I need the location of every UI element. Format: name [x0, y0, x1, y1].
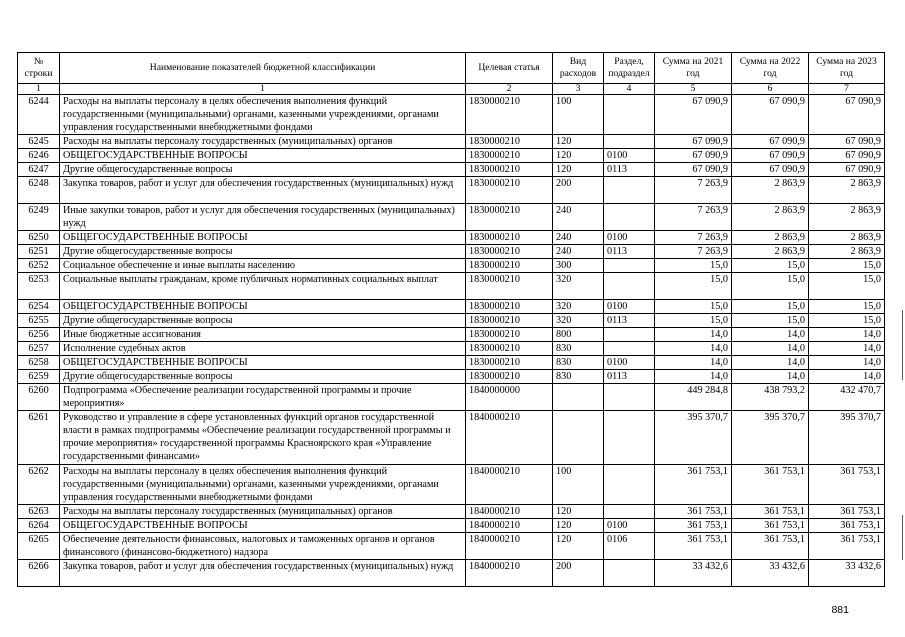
row-number: 6259: [18, 370, 60, 384]
table-row: [18, 245, 885, 259]
row-name: Обеспечение деятельности финансовых, налоговых и таможенных органов и органов финансового (финансово-бюджетного) надзора: [60, 533, 466, 560]
row-sum-2022: 2 863,9: [732, 231, 809, 245]
row-section: [604, 384, 655, 411]
row-sum-2022: 361 753,1: [732, 465, 809, 505]
row-sum-2022: 14,0: [732, 342, 809, 356]
row-sum-2022: 14,0: [732, 356, 809, 370]
row-number: 6246: [18, 149, 60, 163]
row-target-code: 1830000210: [466, 149, 553, 163]
row-sum-2023: 15,0: [809, 314, 885, 328]
row-number: 6252: [18, 259, 60, 273]
row-target-code: 1840000210: [466, 465, 553, 505]
row-expense-type: 120: [553, 135, 604, 149]
row-name: Закупка товаров, работ и услуг для обеспечения государственных (муниципальных) нужд: [60, 560, 466, 587]
row-number: 6262: [18, 465, 60, 505]
row-sum-2022: 361 753,1: [732, 505, 809, 519]
row-number: 6244: [18, 95, 60, 135]
header-sum-2021: Сумма на 2021 год: [655, 53, 732, 84]
row-sum-2023: 361 753,1: [809, 533, 885, 560]
row-name: Другие общегосударственные вопросы: [60, 314, 466, 328]
row-name: ОБЩЕГОСУДАРСТВЕННЫЕ ВОПРОСЫ: [60, 300, 466, 314]
row-expense-type: 100: [553, 95, 604, 135]
row-number: 6264: [18, 519, 60, 533]
row-number: 6255: [18, 314, 60, 328]
row-sum-2023: 14,0: [809, 342, 885, 356]
table-row: [18, 356, 885, 370]
table-row: [18, 384, 885, 411]
row-expense-type: 320: [553, 314, 604, 328]
row-sum-2023: 2 863,9: [809, 204, 885, 231]
row-expense-type: 120: [553, 149, 604, 163]
row-target-code: 1830000210: [466, 328, 553, 342]
row-section: [604, 177, 655, 204]
row-number: 6256: [18, 328, 60, 342]
row-number: 6258: [18, 356, 60, 370]
row-name: Социальное обеспечение и иные выплаты населению: [60, 259, 466, 273]
row-section: 0113: [604, 314, 655, 328]
row-sum-2021: 15,0: [655, 273, 732, 300]
row-expense-type: 830: [553, 370, 604, 384]
row-sum-2021: 67 090,9: [655, 149, 732, 163]
row-target-code: 1830000210: [466, 370, 553, 384]
table-body: [18, 95, 885, 587]
row-target-code: 1830000210: [466, 163, 553, 177]
row-sum-2023: 361 753,1: [809, 519, 885, 533]
row-sum-2022: 14,0: [732, 328, 809, 342]
row-sum-2022: 438 793,2: [732, 384, 809, 411]
row-expense-type: 120: [553, 163, 604, 177]
row-expense-type: 120: [553, 505, 604, 519]
table-header: [18, 53, 885, 95]
table-row: [18, 533, 885, 560]
row-section: 0100: [604, 356, 655, 370]
row-name: Расходы на выплаты персоналу в целях обеспечения выполнения функций государственными (муниципальными) органами, казенными учреждениями, органами управления государственными внебюджетными фондами: [60, 465, 466, 505]
table-row: [18, 177, 885, 204]
row-target-code: 1830000210: [466, 300, 553, 314]
row-sum-2021: 67 090,9: [655, 163, 732, 177]
row-sum-2022: 15,0: [732, 273, 809, 300]
row-sum-2022: 15,0: [732, 259, 809, 273]
row-sum-2021: 67 090,9: [655, 135, 732, 149]
row-section: [604, 273, 655, 300]
row-section: [604, 328, 655, 342]
row-expense-type: 800: [553, 328, 604, 342]
row-sum-2021: 395 370,7: [655, 411, 732, 465]
row-section: 0113: [604, 245, 655, 259]
scan-edge-mark: [902, 310, 903, 380]
row-name: ОБЩЕГОСУДАРСТВЕННЫЕ ВОПРОСЫ: [60, 519, 466, 533]
row-section: 0100: [604, 149, 655, 163]
row-expense-type: 120: [553, 533, 604, 560]
row-section: 0106: [604, 533, 655, 560]
row-number: 6247: [18, 163, 60, 177]
column-number: 4: [604, 84, 655, 95]
row-number: 6251: [18, 245, 60, 259]
row-sum-2021: 15,0: [655, 314, 732, 328]
row-number: 6245: [18, 135, 60, 149]
row-expense-type: [553, 384, 604, 411]
row-target-code: 1830000210: [466, 135, 553, 149]
row-number: 6254: [18, 300, 60, 314]
row-target-code: 1840000210: [466, 519, 553, 533]
row-sum-2022: 67 090,9: [732, 135, 809, 149]
row-sum-2022: 361 753,1: [732, 519, 809, 533]
table-row: [18, 519, 885, 533]
row-name: Подпрограмма «Обеспечение реализации государственной программы и прочие мероприятия»: [60, 384, 466, 411]
row-target-code: 1830000210: [466, 259, 553, 273]
header-sum-2022: Сумма на 2022 год: [732, 53, 809, 84]
row-expense-type: 240: [553, 204, 604, 231]
table-row: [18, 95, 885, 135]
row-sum-2023: 14,0: [809, 370, 885, 384]
header-razdel: Раздел, подраздел: [604, 53, 655, 84]
table-row: [18, 411, 885, 465]
row-sum-2022: 14,0: [732, 370, 809, 384]
row-sum-2022: 67 090,9: [732, 163, 809, 177]
row-section: 0100: [604, 231, 655, 245]
table-row: [18, 149, 885, 163]
header-row-num: № строки: [18, 53, 60, 84]
row-name: Исполнение судебных актов: [60, 342, 466, 356]
row-sum-2023: 395 370,7: [809, 411, 885, 465]
row-sum-2022: 395 370,7: [732, 411, 809, 465]
row-sum-2023: 2 863,9: [809, 231, 885, 245]
row-name: Расходы на выплаты персоналу государственных (муниципальных) органов: [60, 135, 466, 149]
header-vid: Вид расходов: [553, 53, 604, 84]
row-sum-2023: 361 753,1: [809, 465, 885, 505]
table-row: [18, 163, 885, 177]
header-name: Наименование показателей бюджетной классификации: [60, 53, 466, 84]
row-target-code: 1830000210: [466, 273, 553, 300]
row-section: [604, 204, 655, 231]
row-number: 6257: [18, 342, 60, 356]
row-sum-2021: 67 090,9: [655, 95, 732, 135]
row-section: [604, 342, 655, 356]
row-section: 0100: [604, 300, 655, 314]
row-number: 6249: [18, 204, 60, 231]
table-row: [18, 300, 885, 314]
row-sum-2021: 14,0: [655, 342, 732, 356]
row-section: 0100: [604, 519, 655, 533]
header-code: Целевая статья: [466, 53, 553, 84]
row-section: [604, 560, 655, 587]
row-section: [604, 411, 655, 465]
row-target-code: 1830000210: [466, 342, 553, 356]
row-section: [604, 95, 655, 135]
row-target-code: 1830000210: [466, 356, 553, 370]
row-sum-2023: 67 090,9: [809, 95, 885, 135]
row-sum-2021: 7 263,9: [655, 245, 732, 259]
table-row: [18, 204, 885, 231]
row-sum-2023: 67 090,9: [809, 163, 885, 177]
row-section: [604, 465, 655, 505]
row-target-code: 1830000210: [466, 177, 553, 204]
row-sum-2022: 33 432,6: [732, 560, 809, 587]
row-expense-type: 830: [553, 356, 604, 370]
column-number: 6: [732, 84, 809, 95]
row-name: Другие общегосударственные вопросы: [60, 370, 466, 384]
row-sum-2021: 15,0: [655, 259, 732, 273]
row-number: 6253: [18, 273, 60, 300]
column-number: 2: [466, 84, 553, 95]
row-name: Закупка товаров, работ и услуг для обеспечения государственных (муниципальных) нужд: [60, 177, 466, 204]
row-target-code: 1830000210: [466, 314, 553, 328]
row-name: Иные закупки товаров, работ и услуг для обеспечения государственных (муниципальных) нужд: [60, 204, 466, 231]
row-target-code: 1830000210: [466, 231, 553, 245]
row-number: 6263: [18, 505, 60, 519]
row-sum-2021: 449 284,8: [655, 384, 732, 411]
row-sum-2023: 361 753,1: [809, 505, 885, 519]
table-row: [18, 328, 885, 342]
row-expense-type: 830: [553, 342, 604, 356]
row-target-code: 1840000210: [466, 533, 553, 560]
row-name: ОБЩЕГОСУДАРСТВЕННЫЕ ВОПРОСЫ: [60, 356, 466, 370]
row-sum-2022: 67 090,9: [732, 95, 809, 135]
column-number: 1: [60, 84, 466, 95]
row-name: Другие общегосударственные вопросы: [60, 245, 466, 259]
row-target-code: 1840000000: [466, 384, 553, 411]
row-expense-type: [553, 411, 604, 465]
row-sum-2023: 15,0: [809, 259, 885, 273]
column-number: 7: [809, 84, 885, 95]
row-sum-2021: 361 753,1: [655, 519, 732, 533]
row-sum-2023: 14,0: [809, 356, 885, 370]
row-expense-type: 200: [553, 560, 604, 587]
table-row: [18, 231, 885, 245]
page-number: 881: [831, 604, 849, 616]
row-target-code: 1830000210: [466, 95, 553, 135]
row-section: [604, 505, 655, 519]
table-row: [18, 273, 885, 300]
row-number: 6248: [18, 177, 60, 204]
row-expense-type: 320: [553, 300, 604, 314]
row-name: Иные бюджетные ассигнования: [60, 328, 466, 342]
row-expense-type: 100: [553, 465, 604, 505]
table-row: [18, 342, 885, 356]
table-row: [18, 505, 885, 519]
column-number: 3: [553, 84, 604, 95]
row-section: 0113: [604, 370, 655, 384]
row-target-code: 1840000210: [466, 411, 553, 465]
row-sum-2021: 7 263,9: [655, 231, 732, 245]
row-number: 6266: [18, 560, 60, 587]
table-row: [18, 465, 885, 505]
table-row: [18, 560, 885, 587]
row-sum-2021: 361 753,1: [655, 465, 732, 505]
scan-edge-mark: [902, 515, 903, 560]
row-sum-2023: 15,0: [809, 300, 885, 314]
row-sum-2021: 14,0: [655, 356, 732, 370]
row-expense-type: 200: [553, 177, 604, 204]
row-name: Расходы на выплаты персоналу в целях обеспечения выполнения функций государственными (муниципальными) органами, казенными учреждениями, органами управления государственными внебюджетными фондами: [60, 95, 466, 135]
row-sum-2021: 7 263,9: [655, 204, 732, 231]
row-sum-2023: 2 863,9: [809, 177, 885, 204]
row-target-code: 1830000210: [466, 204, 553, 231]
table-row: [18, 259, 885, 273]
row-section: [604, 135, 655, 149]
row-sum-2021: 361 753,1: [655, 505, 732, 519]
row-sum-2023: 67 090,9: [809, 149, 885, 163]
table-row: [18, 370, 885, 384]
row-sum-2023: 432 470,7: [809, 384, 885, 411]
row-expense-type: 240: [553, 231, 604, 245]
row-sum-2021: 361 753,1: [655, 533, 732, 560]
row-target-code: 1830000210: [466, 245, 553, 259]
row-sum-2021: 15,0: [655, 300, 732, 314]
row-name: ОБЩЕГОСУДАРСТВЕННЫЕ ВОПРОСЫ: [60, 231, 466, 245]
column-number: 1: [18, 84, 60, 95]
row-expense-type: 120: [553, 519, 604, 533]
row-sum-2022: 15,0: [732, 314, 809, 328]
table-row: [18, 135, 885, 149]
row-sum-2021: 14,0: [655, 328, 732, 342]
row-sum-2023: 33 432,6: [809, 560, 885, 587]
row-target-code: 1840000210: [466, 560, 553, 587]
row-sum-2022: 2 863,9: [732, 177, 809, 204]
row-sum-2021: 33 432,6: [655, 560, 732, 587]
row-number: 6265: [18, 533, 60, 560]
row-expense-type: 320: [553, 273, 604, 300]
row-name: Другие общегосударственные вопросы: [60, 163, 466, 177]
row-number: 6260: [18, 384, 60, 411]
row-section: 0113: [604, 163, 655, 177]
row-expense-type: 240: [553, 245, 604, 259]
row-sum-2023: 14,0: [809, 328, 885, 342]
row-sum-2022: 15,0: [732, 300, 809, 314]
row-expense-type: 300: [553, 259, 604, 273]
row-target-code: 1840000210: [466, 505, 553, 519]
row-sum-2023: 2 863,9: [809, 245, 885, 259]
row-number: 6250: [18, 231, 60, 245]
row-sum-2023: 67 090,9: [809, 135, 885, 149]
row-name: ОБЩЕГОСУДАРСТВЕННЫЕ ВОПРОСЫ: [60, 149, 466, 163]
row-sum-2022: 67 090,9: [732, 149, 809, 163]
row-name: Расходы на выплаты персоналу государственных (муниципальных) органов: [60, 505, 466, 519]
budget-table: [17, 52, 885, 587]
row-section: [604, 259, 655, 273]
row-sum-2023: 15,0: [809, 273, 885, 300]
row-sum-2022: 2 863,9: [732, 204, 809, 231]
row-number: 6261: [18, 411, 60, 465]
header-sum-2023: Сумма на 2023 год: [809, 53, 885, 84]
row-name: Социальные выплаты гражданам, кроме публичных нормативных социальных выплат: [60, 273, 466, 300]
row-name: Руководство и управление в сфере установленных функций органов государственной власти в рамках подпрограммы «Обеспечение реализации государственной программы и прочие мероприятия» государственной программы Красноярского края «Управление государственными финансами»: [60, 411, 466, 465]
column-number: 5: [655, 84, 732, 95]
row-sum-2021: 14,0: [655, 370, 732, 384]
row-sum-2021: 7 263,9: [655, 177, 732, 204]
table-row: [18, 314, 885, 328]
row-sum-2022: 361 753,1: [732, 533, 809, 560]
row-sum-2022: 2 863,9: [732, 245, 809, 259]
